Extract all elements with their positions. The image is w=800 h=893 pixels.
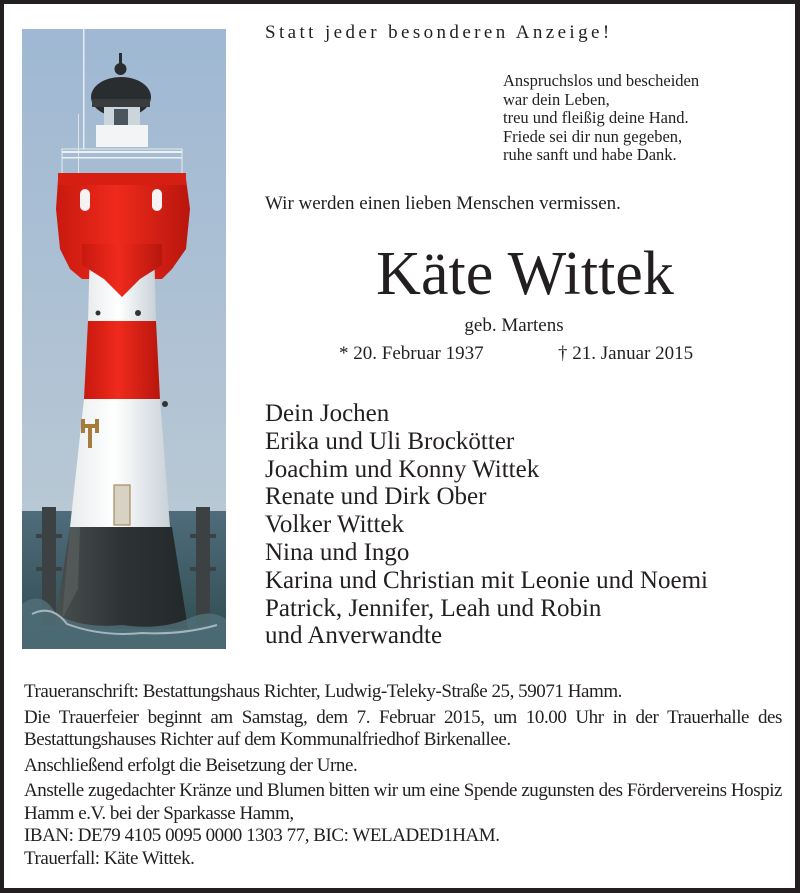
maiden-name: geb. Martens (464, 315, 564, 336)
mourner: Patrick, Jennifer, Leah und Robin (265, 594, 602, 622)
mourner: Nina und Ingo (265, 538, 410, 566)
mourner: Volker Wittek (265, 511, 405, 539)
mourner: Joachim und Konny Wittek (265, 455, 540, 483)
mourner: und Anverwandte (265, 622, 443, 650)
bank-details: IBAN: DE79 4105 0095 0000 1303 77, BIC: WELADED1HAM. (24, 825, 500, 846)
poem-line: ruhe sanft und habe Dank. (503, 145, 677, 164)
poem-line: Anspruchslos und bescheiden (503, 71, 700, 90)
birth-date: * 20. Februar 1937 (339, 343, 484, 364)
poem-line: war dein Leben, (503, 89, 610, 109)
mourners-list (265, 400, 708, 650)
reference-text: Trauerfall: Käte Wittek. (24, 847, 195, 869)
poem (503, 72, 699, 165)
donation-text: Anstelle zugedachter Kränze und Blumen bitten wir um eine Spende zugunsten des Fördervereins Hospiz Hamm e.V. bei der Sparkasse Hamm, (24, 780, 782, 824)
deceased-name: Käte Wittek (376, 240, 674, 308)
mourner: Dein Jochen (265, 400, 390, 427)
mourner: Karina und Christian mit Leonie und Noemi (265, 566, 708, 594)
mourning-address: Traueranschrift: Bestattungshaus Richter, Ludwig-Teleky-Straße 25, 59071 Hamm. (24, 681, 622, 702)
poem-line: Friede sei dir nun gegeben, (503, 126, 683, 146)
header-title: Statt jeder besonderen Anzeige! (265, 22, 613, 43)
mourner: Erika und Uli Brockötter (265, 427, 515, 455)
ceremony-text: Die Trauerfeier beginnt am Samstag, dem 7. Februar 2015, um 10.00 Uhr in der Trauerhalle des Bestattungshauses Richter auf dem Kommunalfriedhof Birkenallee. (24, 706, 782, 750)
info-block (24, 681, 782, 873)
obituary-sheet (4, 4, 795, 888)
burial-text: Anschließend erfolgt die Beisetzung der Urne. (24, 754, 358, 776)
death-date: † 21. Januar 2015 (558, 343, 694, 364)
poem-line: treu und fleißig deine Hand. (503, 108, 689, 127)
intro-text: Wir werden einen lieben Menschen vermissen. (265, 193, 621, 214)
mourner: Renate und Dirk Ober (265, 483, 487, 511)
lighthouse-photo (22, 29, 226, 649)
